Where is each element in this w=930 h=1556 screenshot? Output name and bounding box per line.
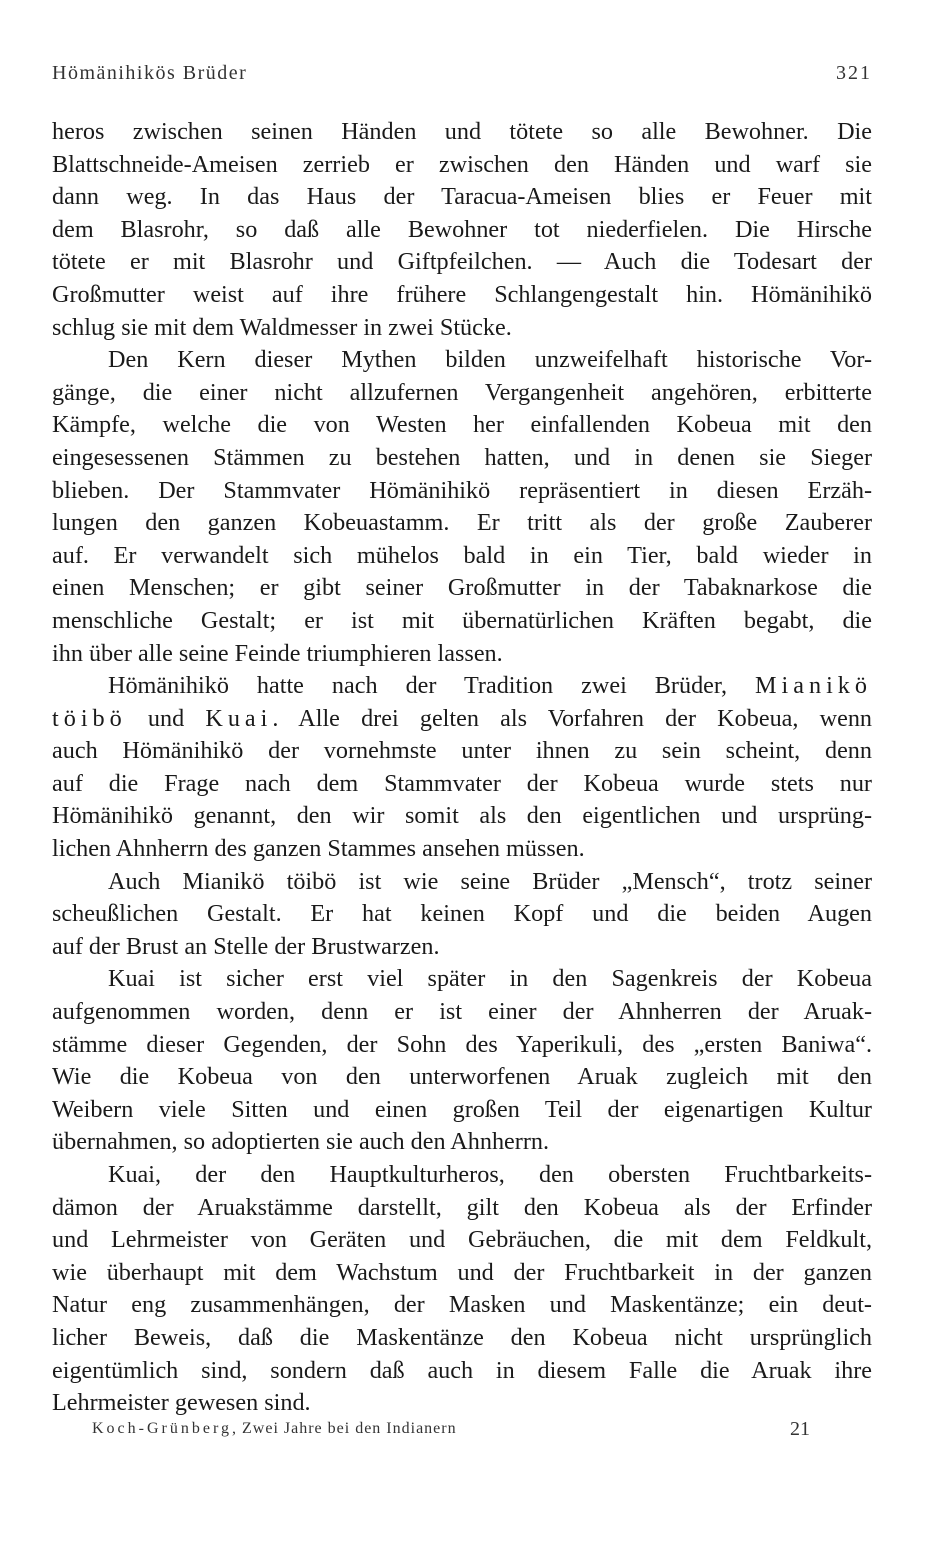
text-line — [52, 507, 872, 540]
body-text — [52, 116, 872, 1420]
text-segment: übernahmen, so adoptierten sie auch den Ahnherrn. — [52, 1128, 550, 1156]
text-segment: dämon der Aruakstämme darstellt, gilt den Kobeua als der Erfinder — [52, 1193, 872, 1221]
text-segment: auf die Frage nach dem Stammvater der Kobeua wurde stets nur — [52, 769, 872, 797]
signature-mark: 21 — [790, 1418, 810, 1440]
text-line — [52, 116, 872, 149]
text-line — [52, 181, 872, 214]
text-line — [52, 1355, 872, 1388]
text-line — [52, 475, 872, 508]
text-line — [52, 1159, 872, 1192]
text-segment: gänge, die einer nicht allzufernen Vergangenheit angehören, erbitterte — [52, 378, 872, 406]
text-line — [52, 898, 872, 931]
paragraph — [52, 866, 872, 964]
text-segment: Lehrmeister gewesen sind. — [52, 1389, 311, 1417]
text-segment: blieben. Der Stammvater Hömänihikö repräsentiert in diesen Erzäh- — [52, 476, 872, 504]
text-segment: Hömänihikö genannt, den wir somit als den eigentlichen und ursprüng- — [52, 802, 872, 830]
text-segment: auch Hömänihikö der vornehmste unter ihnen zu sein scheint, denn — [52, 737, 872, 765]
text-line — [52, 703, 872, 736]
text-segment: und Lehrmeister von Geräten und Gebräuchen, die mit dem Feldkult, — [52, 1226, 872, 1254]
text-segment: lichen Ahnherrn des ganzen Stammes ansehen müssen. — [52, 835, 585, 863]
page-number: 321 — [836, 62, 872, 84]
text-segment: auf der Brust an Stelle der Brustwarzen. — [52, 932, 440, 960]
text-segment: Kuai — [205, 704, 273, 732]
text-segment: . Alle drei gelten als Vorfahren der Kobeua, wenn — [272, 704, 873, 732]
text-line — [52, 409, 872, 442]
text-line — [52, 768, 872, 801]
text-segment: Großmutter weist auf ihre frühere Schlangengestalt hin. Hömänihikö — [52, 280, 872, 308]
text-segment: töibö — [52, 704, 127, 732]
text-segment: lungen den ganzen Kobeuastamm. Er tritt als der große Zauberer — [52, 509, 872, 537]
text-segment: Hömänihikö hatte nach der Tradition zwei Brüder, — [108, 672, 756, 700]
text-segment: wie überhaupt mit dem Wachstum und der Fruchtbarkeit in der ganzen — [52, 1258, 872, 1286]
text-line — [52, 1257, 872, 1290]
text-line — [52, 605, 872, 638]
page-footer — [92, 1420, 810, 1444]
paragraph — [52, 1159, 872, 1420]
text-line — [52, 344, 872, 377]
text-line — [52, 1094, 872, 1127]
footer-source — [92, 1420, 457, 1438]
text-line — [52, 1061, 872, 1094]
text-line — [52, 1387, 872, 1420]
text-line — [52, 279, 872, 312]
text-segment: scheußlichen Gestalt. Er hat keinen Kopf und die beiden Augen — [52, 900, 872, 928]
text-segment: Natur eng zusammenhängen, der Masken und Maskentänze; ein deut- — [52, 1291, 872, 1319]
text-segment: ihn über alle seine Feinde triumphieren lassen. — [52, 639, 503, 667]
text-segment: dann weg. In das Haus der Taracua-Ameisen blies er Feuer mit — [52, 183, 872, 211]
text-segment: Kuai, der den Hauptkulturheros, den obersten Fruchtbarkeits- — [108, 1161, 872, 1188]
text-segment: stämme dieser Gegenden, der Sohn des Yaperikuli, des „ersten Baniwa“. — [52, 1030, 872, 1058]
text-segment: auf. Er verwandelt sich mühelos bald in ein Tier, bald wieder in — [52, 541, 872, 569]
footer-book-title: , Zwei Jahre bei den Indianern — [232, 1420, 457, 1437]
text-line — [52, 1289, 872, 1322]
text-line — [52, 377, 872, 410]
text-line — [52, 149, 872, 182]
running-title: Hömänihikös Brüder — [52, 62, 248, 84]
text-line — [52, 572, 872, 605]
text-segment: Den Kern dieser Mythen bilden unzweifelhaft historische Vor- — [108, 346, 872, 374]
text-segment: Weibern viele Sitten und einen großen Teil der eigenartigen Kultur — [52, 1095, 872, 1123]
text-line — [52, 735, 872, 768]
paragraph — [52, 344, 872, 670]
text-line — [52, 638, 872, 671]
text-line — [52, 1322, 872, 1355]
text-segment: dem Blasrohr, so daß alle Bewohner tot niederfielen. Die Hirsche — [52, 215, 872, 243]
footer-author: Koch-Grünberg — [92, 1420, 233, 1437]
text-line — [52, 1029, 872, 1062]
text-line — [52, 931, 872, 964]
text-segment: aufgenommen worden, denn er ist einer der Ahnherren der Aruak- — [52, 998, 872, 1026]
text-segment: einen Menschen; er gibt seiner Großmutter in der Tabaknarkose die — [52, 574, 872, 602]
text-line — [52, 800, 872, 833]
text-line — [52, 1126, 872, 1159]
text-segment: schlug sie mit dem Waldmesser in zwei Stücke. — [52, 313, 512, 341]
paragraph — [52, 116, 872, 344]
text-segment: menschliche Gestalt; er ist mit übernatürlichen Kräften begabt, die — [52, 606, 872, 634]
text-line — [52, 312, 872, 345]
text-line — [52, 442, 872, 475]
text-line — [52, 246, 872, 279]
text-line — [52, 833, 872, 866]
text-segment: heros zwischen seinen Händen und tötete so alle Bewohner. Die — [52, 118, 872, 145]
running-head — [52, 62, 872, 88]
text-segment: Kuai ist sicher erst viel später in den Sagenkreis der Kobeua — [108, 965, 872, 993]
text-line — [52, 540, 872, 573]
text-segment: licher Beweis, daß die Maskentänze den Kobeua nicht ursprünglich — [52, 1323, 872, 1351]
text-line — [52, 866, 872, 899]
text-segment: Wie die Kobeua von den unterworfenen Aruak zugleich mit den — [52, 1063, 872, 1091]
text-segment: eigentümlich sind, sondern daß auch in diesem Falle die Aruak ihre — [52, 1356, 872, 1384]
text-line — [52, 996, 872, 1029]
text-segment: und — [126, 704, 206, 732]
text-segment: eingesessenen Stämmen zu bestehen hatten, und in denen sie Sieger — [52, 443, 872, 471]
text-segment: Kämpfe, welche die von Westen her einfallenden Kobeua mit den — [52, 411, 872, 439]
text-line — [52, 963, 872, 996]
text-line — [52, 214, 872, 247]
text-line — [52, 670, 872, 703]
text-segment: Mianikö — [755, 672, 872, 700]
text-segment: Auch Mianikö töibö ist wie seine Brüder „Mensch“, trotz seiner — [108, 867, 872, 895]
text-line — [52, 1224, 872, 1257]
text-segment: tötete er mit Blasrohr und Giftpfeilchen. — Auch die Todesart der — [52, 248, 872, 276]
text-line — [52, 1192, 872, 1225]
text-segment: Blattschneide-Ameisen zerrieb er zwischen den Händen und warf sie — [52, 150, 872, 178]
paragraph — [52, 670, 872, 866]
paragraph — [52, 963, 872, 1159]
